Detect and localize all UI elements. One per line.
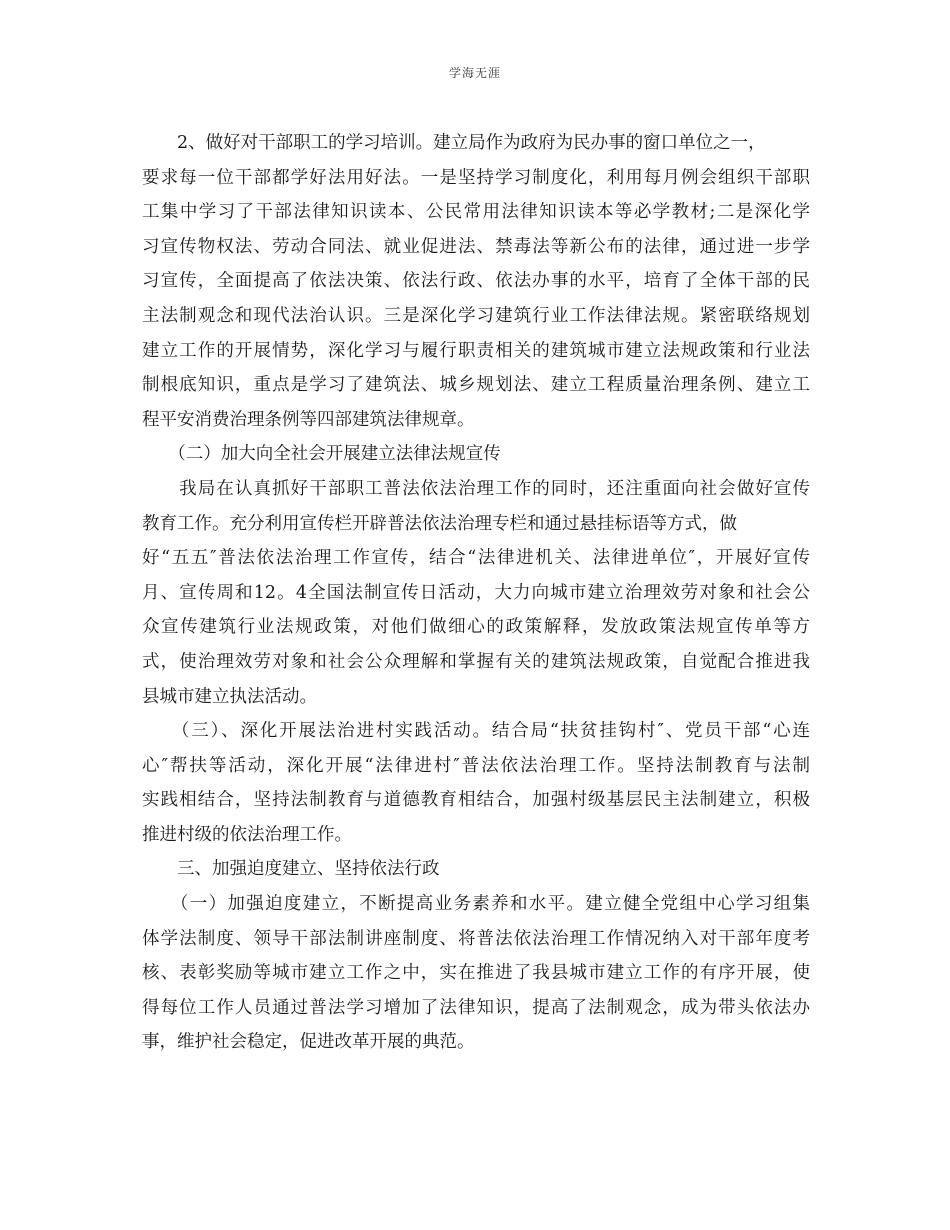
text-line: 主法制观念和现代法治认识。三是深化学习建筑行业工作法律法规。紧密联络规划 (142, 305, 810, 326)
text-line: 体学法制度、领导干部法制讲座制度、将普法依法治理工作情况纳入对干部年度考 (142, 928, 810, 949)
text-line: 月、宣传周和12。4全国法制宣传日活动，大力向城市建立治理效劳对象和社会公 (142, 582, 810, 603)
text-line: 2、做好对干部职工的学习培训。建立局作为政府为民办事的窗口单位之一， (142, 133, 766, 153)
text-line: 核、表彰奖励等城市建立工作之中，实在推进了我县城市建立工作的有序开展，使 (142, 963, 810, 984)
text-line: 教育工作。充分利用宣传栏开辟普法依法治理专栏和通过悬挂标语等方式，做 (142, 513, 737, 534)
text-line: 要求每一位干部都学好法用好法。一是坚持学习制度化，利用每月例会组织干部职 (142, 167, 810, 188)
page-header: 学海无涯 (448, 66, 501, 80)
text-line: 程平安消费治理条例等四部建筑法律规章。 (142, 409, 475, 430)
text-line: 事，维护社会稳定，促进改革开展的典范。 (142, 1032, 475, 1053)
text-line: 好“五五″普法依法治理工作宣传，结合“法律进机关、法律进单位″，开展好宣传 (142, 548, 810, 569)
text-line: 式，使治理效劳对象和社会公众理解和掌握有关的建筑法规政策，自觉配合推进我 (142, 651, 810, 672)
text-line: 建立工作的开展情势，深化学习与履行职责相关的建筑城市建立法规政策和行业法 (142, 340, 810, 361)
text-line: （一）加强迫度建立，不断提高业务素养和水平。建立健全党组中心学习组集 (142, 894, 810, 915)
text-line: 推进村级的依法治理工作。 (142, 824, 352, 845)
text-line: （二）加大向全社会开展建立法律法规宣传 (142, 444, 501, 465)
text-line: 众宣传建筑行业法规政策，对他们做细心的政策解释，发放政策法规宣传单等方 (142, 617, 810, 638)
text-line: 得每位工作人员通过普法学习增加了法律知识，提高了法制观念，成为带头依法办 (142, 997, 810, 1018)
text-line: （三）、深化开展法治进村实践活动。结合局“扶贫挂钩村″、党员干部“心连 (142, 721, 810, 742)
text-line: 我局在认真抓好干部职工普法依法治理工作的同时，还注重面向社会做好宣传 (142, 478, 810, 499)
text-line: 习宣传，全面提高了依法决策、依法行政、依法办事的水平，培育了全体干部的民 (142, 271, 810, 292)
document-body (142, 126, 810, 1060)
text-line: 习宣传物权法、劳动合同法、就业促进法、禁毒法等新公布的法律，通过进一步学 (142, 236, 810, 257)
text-line: 县城市建立执法活动。 (142, 686, 317, 707)
text-line: 实践相结合，坚持法制教育与道德教育相结合，加强村级基层民主法制建立，积极 (142, 790, 810, 811)
text-line: 心″帮扶等活动，深化开展“法律进村″普法依法治理工作。坚持法制教育与法制 (142, 755, 810, 776)
text-line: 三、加强迫度建立、坚持依法行政 (142, 859, 440, 880)
text-line: 制根底知识，重点是学习了建筑法、城乡规划法、建立工程质量治理条例、建立工 (142, 375, 810, 396)
text-line: 工集中学习了干部法律知识读本、公民常用法律知识读本等必学教材;二是深化学 (142, 202, 810, 223)
